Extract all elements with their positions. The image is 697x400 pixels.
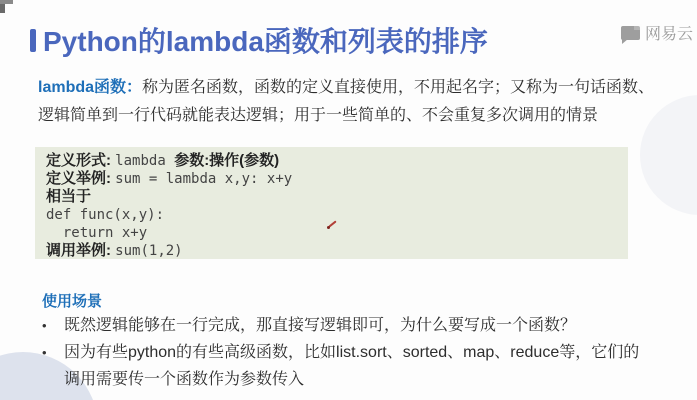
bullet-text: 因为有些python的有些高级函数，比如list.sort、sorted、map、reduce等，它们的调用需要传一个函数作为参数传入 xyxy=(64,344,640,388)
bullet-dot-icon: • xyxy=(42,318,47,333)
code-line-code: lambda xyxy=(115,153,175,169)
code-line-code: def func(x,y): xyxy=(46,207,165,223)
watermark-brand-text: 网易云 xyxy=(645,26,694,43)
code-line-label: 定义形式: xyxy=(46,152,116,169)
code-line xyxy=(46,188,617,206)
netease-cloud-icon xyxy=(621,26,640,40)
bullet-text: 既然逻辑能够在一行完成，那直接写逻辑即可，为什么要写成一个函数？ xyxy=(64,317,577,334)
code-line-label-suffix: 参数:操作(参数) xyxy=(174,152,280,169)
lambda-intro-paragraph xyxy=(38,74,666,130)
annotation-pen-icon xyxy=(326,219,338,231)
lambda-intro-body: 称为匿名函数，函数的定义直接使用，不用起名字；又称为一句话函数、逻辑简单到一行代码就能表达逻辑；用于一些简单的、不会重复多次调用的情景 xyxy=(38,79,655,124)
lambda-intro-lead: lambda函数： xyxy=(38,79,143,96)
page-title: Python的lambda函数和列表的排序 xyxy=(43,26,488,57)
code-line-code: sum(1,2) xyxy=(115,243,183,259)
screen-corner-notch-top xyxy=(0,0,13,4)
code-line xyxy=(46,152,617,170)
bullet-dot-icon: • xyxy=(42,345,47,360)
title-row xyxy=(30,20,488,60)
code-line-label: 定义举例: xyxy=(46,170,116,187)
watermark xyxy=(621,21,693,44)
code-line xyxy=(46,170,617,188)
code-line xyxy=(46,242,617,260)
code-line-code: sum = lambda x,y: x+y xyxy=(115,171,293,187)
code-line-label: 调用举例: xyxy=(46,242,116,259)
pen-tip xyxy=(327,226,330,229)
code-line-code: return x+y xyxy=(46,225,148,241)
title-accent-bar xyxy=(30,29,36,52)
usage-bullet-list xyxy=(42,312,644,393)
code-line-label: 相当于 xyxy=(46,188,92,205)
code-definition-block xyxy=(35,147,628,259)
list-item xyxy=(42,312,644,339)
list-item xyxy=(42,339,644,393)
usage-section-heading: 使用场景 xyxy=(42,293,103,310)
